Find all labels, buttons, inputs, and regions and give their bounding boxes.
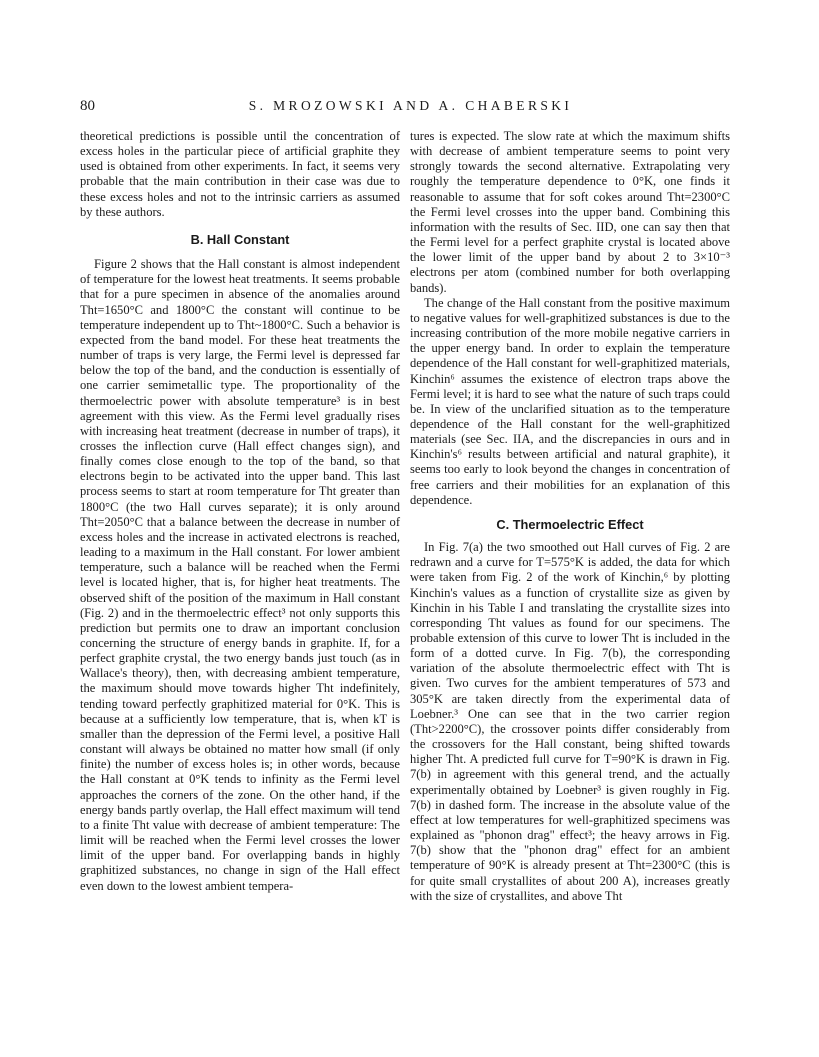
page-header	[80, 98, 741, 118]
right-column	[410, 129, 730, 904]
page-number: 80	[80, 98, 95, 114]
paragraph-thermoelectric: In Fig. 7(a) the two smoothed out Hall curves of Fig. 2 are redrawn and a curve for T=575°K is added, the data for which were taken from Fig. 2 of the work of Kinchin,⁶ by plotting Kinchin's values as a function of crystallite size as given by Kinchin in his Table I and translating the crystallite sizes into corresponding Tht values as found for our specimens. The probable extension of this curve to lower Tht is included in the form of a dotted curve. In Fig. 7(b), the corresponding variation of the absolute thermoelectric effect with Tht is given. Two curves for the ambient temperatures of 573 and 305°K are taken directly from the experimental data of Loebner.³ One can see that in the two carrier region (Tht>2200°C), the crossover points differ considerably from the crossovers for the Hall constant, being shifted towards higher Tht. A predicted full curve for T=90°K is drawn in Fig. 7(b) in agreement with this general trend, and the actually experimentally obtained by Loebner³ is given roughly in Fig. 7(b) in dashed form. The increase in the absolute value of the effect at low temperatures for well-graphitized specimens was explained as "phonon drag" effect³; the heavy arrows in Fig. 7(b) show that the "phonon drag" effect for an ambient temperature of 90°K is already present at Tht=2300°C (this is for quite small crystallites of about 200 A), increases greatly with the size of crystallites, and above Tht	[410, 540, 730, 903]
paragraph-hall-change: The change of the Hall constant from the positive maximum to negative values for well-graphitized substances is due to the increasing contribution of the more mobile negative carriers in the upper energy band. In order to explain the temperature dependence of the Hall constant for well-graphitized materials, Kinchin⁶ assumes the existence of electron traps above the Fermi level; it is hard to see what the nature of such traps could be. In view of the unclarified situation as to the temperature dependence of the Hall constant for the well-graphitized materials (see Sec. IIA, and the discrepancies in ours and in Kinchin's⁶ results between artificial and natural graphite), it seems too early to look beyond the changes in concentration of free carriers and their mobilities for an explanation of this dependence.	[410, 295, 730, 507]
section-heading-hall-constant: B. Hall Constant	[190, 231, 290, 247]
paragraph-continued: tures is expected. The slow rate at which the maximum shifts with decrease of ambient temperature seems to point very strongly towards the second alternative. Extrapolating very roughly the temperature dependence to 0°K, one finds it reasonable to assume that for soft cokes around Tht=2300°C the Fermi level crosses into the upper band. Combining this information with the results of Sec. IID, one can say then that the Fermi level for a perfect graphite crystal is located above the lower limit of the upper band by about 2 to 3×10⁻³ electrons per atom (combined number for both overlapping bands).	[410, 129, 730, 295]
section-heading-thermoelectric: C. Thermoelectric Effect	[496, 516, 644, 532]
paragraph-intro: theoretical predictions is possible until the concentration of excess holes in the particular piece of artificial graphite they used is obtained from other experiments. In fact, it seems very probable that the main contribution in their case was due to these excess holes and not to the intrinsic carriers as assumed by these authors.	[80, 129, 400, 219]
paragraph-hall-constant: Figure 2 shows that the Hall constant is almost independent of temperature for the lowest heat treatments. It seems probable that for a pure specimen in absence of the anomalies around Tht=1650°C and 1800°C the constant will continue to be temperature independent up to Tht~1800°C. Such a behavior is expected from the band model. For these heat treatments the number of traps is very large, the Fermi level is depressed far below the top of the band, and the conduction is essentially of one carrier semimetallic type. The proportionality of the thermoelectric power with absolute temperature³ is in best agreement with this view. As the Fermi level gradually rises with increasing heat treatment (decrease in number of traps), it crosses the inflection curve (Hall effect changes sign), and finally comes close enough to the top of the band, so that electrons begin to be activated into the upper band. This last process seems to start at room temperature for Tht greater than 1800°C (the two Hall curves separate); it is only around Tht=2050°C that a balance between the decrease in number of excess holes and the increase in activated electrons is reached, leading to a maximum in the Hall constant. For lower ambient temperature, such a balance will be reached when the Fermi level is located higher, that is, for higher heat treatments. The observed shift of the position of the maximum in Hall constant (Fig. 2) and in the thermoelectric effect³ not only supports this prediction but permits one to draw an important conclusion concerning the structure of energy bands in graphite. If, for a perfect graphite crystal, the two energy bands just touch (as in Wallace's theory), then, with decreasing ambient temperature, the maximum should move towards higher Tht indefinitely, tending toward perfectly graphitized material for 0°K. This is because at a sufficiently low temperature, that is, when kT is smaller than the depression of the Fermi level, a positive Hall constant will always be obtained no matter how small (if only finite) the number of excess holes is; in other words, because the Hall constant at 0°K tends to infinity as the Fermi level approaches the corners of the zone. On the other hand, if the energy bands partly overlap, the Hall effect maximum will tend to a finite Tht value with decrease of ambient temperature: The limit will be reached when the Fermi level crosses the lower limit of the upper band. For overlapping bands in highly graphitized substances, no change in sign of the Hall effect even down to the lowest ambient tempera-	[80, 257, 400, 893]
left-column	[80, 129, 400, 894]
running-head: S. MROZOWSKI AND A. CHABERSKI	[248, 98, 573, 113]
